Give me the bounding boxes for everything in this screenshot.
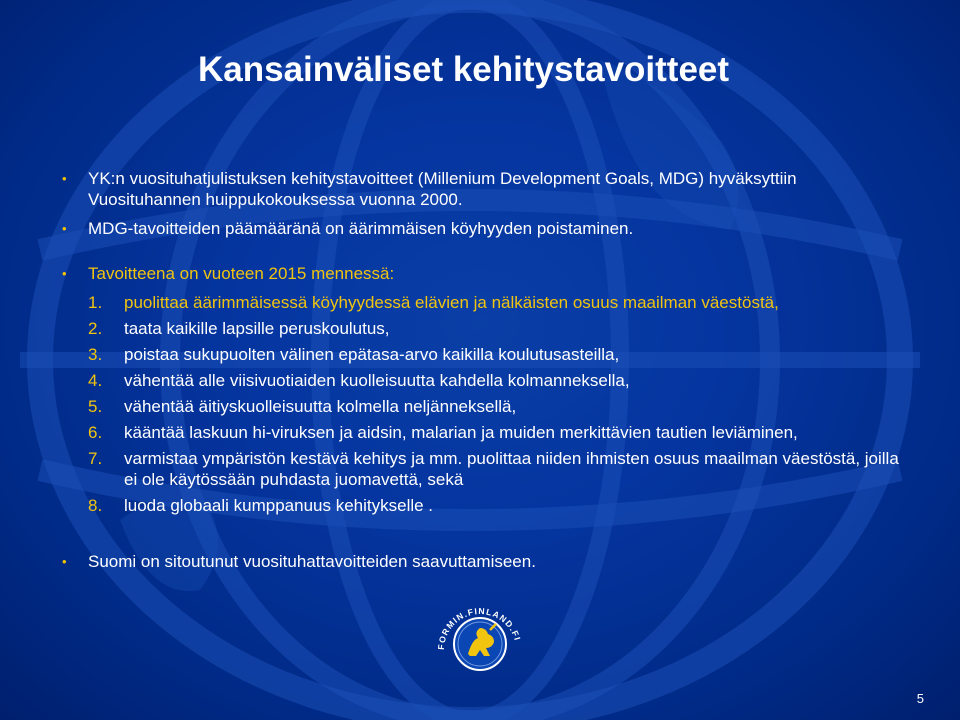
bullet-text: YK:n vuosituhatjulistuksen kehitystavoitteet (Millenium Development Goals, MDG) hyväksyttiin Vuosituhannen huippukokouksessa vuonna 2000. [88, 169, 797, 209]
bullet-icon: • [62, 554, 67, 569]
goal-item [62, 292, 902, 313]
bullet-item-mdg-intro [62, 168, 902, 210]
goal-text: poistaa sukupuolten välinen epätasa-arvo kaikilla koulutusasteilla, [124, 345, 620, 364]
goal-number: 6. [88, 423, 103, 442]
page-number: 5 [916, 691, 924, 706]
bullet-icon: • [62, 266, 67, 281]
goal-number: 8. [88, 496, 103, 515]
slide-title: Kansainväliset kehitystavoitteet [198, 50, 730, 89]
goal-number: 7. [88, 449, 103, 468]
goal-text: varmistaa ympäristön kestävä kehitys ja mm. puolittaa niiden ihmisten osuus maailman väestöstä, joilla ei ole käytössään puhdasta juomavettä, sekä [124, 449, 899, 489]
goal-number: 4. [88, 371, 103, 390]
bullet-text: Tavoitteena on vuoteen 2015 mennessä: [88, 264, 395, 283]
bullet-item-mdg-goal [62, 218, 902, 239]
goal-text: kääntää laskuun hi-viruksen ja aidsin, malarian ja muiden merkittävien tautien leviäminen, [124, 423, 798, 442]
goal-item [62, 495, 902, 516]
bullet-item-target [62, 263, 902, 284]
goal-number: 5. [88, 397, 103, 416]
goal-item [62, 344, 902, 365]
goal-number: 2. [88, 319, 103, 338]
bullet-item-finland [62, 551, 902, 572]
goal-item [62, 318, 902, 339]
goal-item [62, 396, 902, 417]
goal-item [62, 370, 902, 391]
goal-text: luoda globaali kumppanuus kehitykselle . [124, 496, 434, 515]
goal-text: puolittaa äärimmäisessä köyhyydessä elävien ja nälkäisten osuus maailman väestöstä, [124, 293, 779, 312]
goal-number: 3. [88, 345, 103, 364]
goal-item [62, 448, 902, 490]
finnish-lion-emblem-icon [432, 592, 528, 688]
logo-text: FORMIN.FINLAND.FI [435, 605, 523, 651]
bullet-icon: • [62, 171, 67, 186]
bullet-text: MDG-tavoitteiden päämääränä on äärimmäisen köyhyyden poistaminen. [88, 219, 634, 238]
slide-content [62, 168, 902, 572]
goal-text: vähentää alle viisivuotiaiden kuolleisuutta kahdella kolmanneksella, [124, 371, 630, 390]
goal-text: taata kaikille lapsille peruskoulutus, [124, 319, 390, 338]
goal-item [62, 422, 902, 443]
bullet-icon: • [62, 221, 67, 236]
goal-text: vähentää äitiyskuolleisuutta kolmella neljänneksellä, [124, 397, 517, 416]
bullet-text: Suomi on sitoutunut vuosituhattavoitteiden saavuttamiseen. [88, 552, 536, 571]
goal-number: 1. [88, 293, 103, 312]
